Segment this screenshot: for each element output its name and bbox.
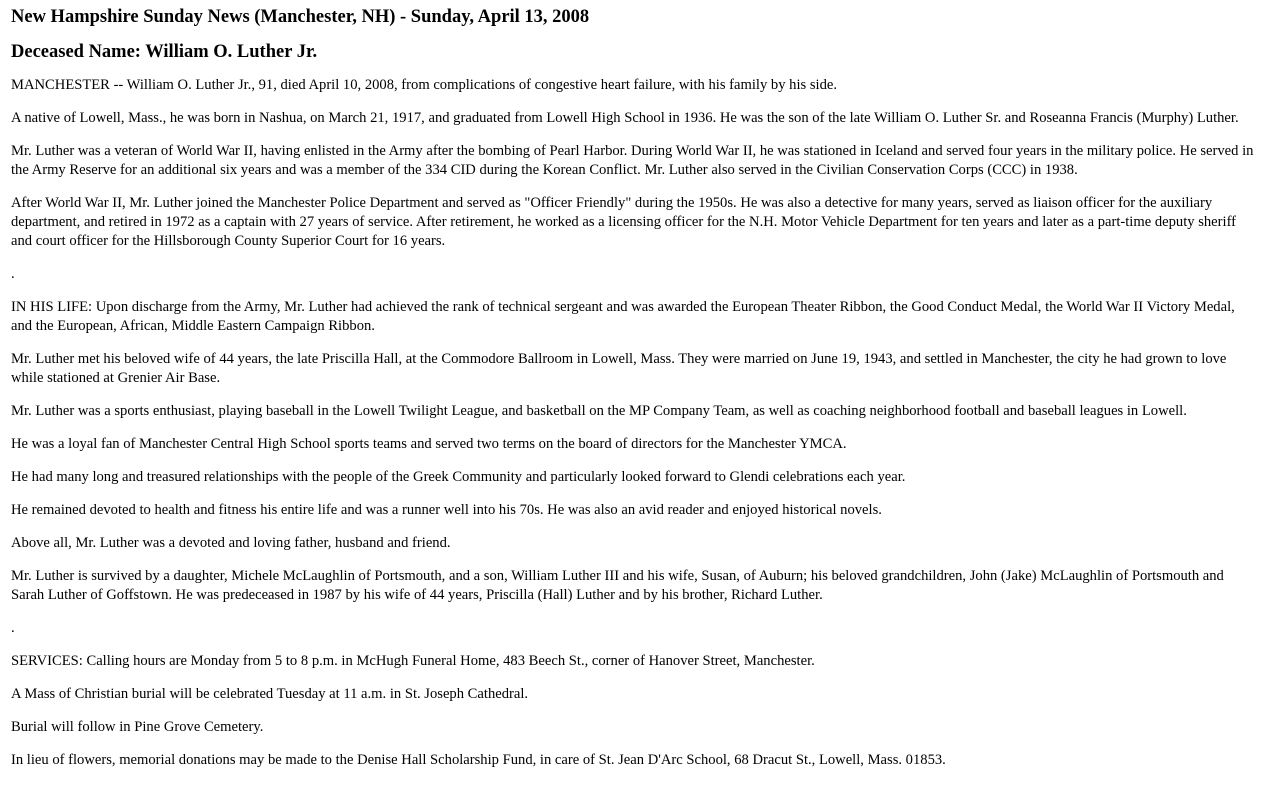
paragraph-birth: A native of Lowell, Mass., he was born in Nashua, on March 21, 1917, and graduated from Lowell High School in 1936. He was the son of the late William O. Luther Sr. and Roseanna Francis (Murphy) Luther. [11, 110, 1239, 126]
paragraph-separator: . [11, 266, 15, 282]
paragraph-sports: Mr. Luther was a sports enthusiast, playing baseball in the Lowell Twilight League, and basketball on the MP Company Team, as well as coaching neighborhood football and baseball leagues in Lowell. [11, 403, 1187, 419]
paragraph-mass: A Mass of Christian burial will be celebrated Tuesday at 11 a.m. in St. Joseph Cathedral. [11, 686, 529, 702]
newspaper-source-heading: New Hampshire Sunday News (Manchester, NH) - Sunday, April 13, 2008 [11, 7, 590, 27]
paragraph-greek-community: He had many long and treasured relationships with the people of the Greek Community and particularly looked forward to Glendi celebrations each year. [11, 469, 906, 485]
paragraph-fitness: He remained devoted to health and fitness his entire life and was a runner well into his 70s. He was also an avid reader and enjoyed historical novels. [11, 502, 882, 518]
paragraph-donations: In lieu of flowers, memorial donations may be made to the Denise Hall Scholarship Fund, in care of St. Jean D'Arc School, 68 Dracut St., Lowell, Mass. 01853. [11, 752, 946, 768]
paragraph-services: SERVICES: Calling hours are Monday from 5 to 8 p.m. in McHugh Funeral Home, 483 Beech St., corner of Hanover Street, Manchester. [11, 653, 815, 669]
paragraph-in-his-life: IN HIS LIFE: Upon discharge from the Army, Mr. Luther had achieved the rank of technical sergeant and was awarded the European Theater Ribbon, the Good Conduct Medal, the World War II Victory Medal, and the European, African, Middle Eastern Campaign Ribbon. [11, 299, 1235, 334]
deceased-name-heading: Deceased Name: William O. Luther Jr. [11, 42, 318, 62]
paragraph-burial: Burial will follow in Pine Grove Cemetery. [11, 719, 264, 735]
paragraph-separator: . [11, 620, 15, 636]
paragraph-police-career: After World War II, Mr. Luther joined the Manchester Police Department and served as "Officer Friendly" during the 1950s. He was also a detective for many years, served as liaison officer for the auxiliary department, and retired in 1972 as a captain with 27 years of service. After retirement, he worked as a licensing officer for the N.H. Motor Vehicle Department for ten years and later as a part-time deputy sheriff and court officer for the Hillsborough County Superior Court for 16 years. [11, 195, 1237, 249]
paragraph-marriage: Mr. Luther met his beloved wife of 44 years, the late Priscilla Hall, at the Commodore Ballroom in Lowell, Mass. They were married on June 19, 1943, and settled in Manchester, the city he had grown to love while stationed at Grenier Air Base. [11, 351, 1227, 386]
paragraph-above-all: Above all, Mr. Luther was a devoted and loving father, husband and friend. [11, 535, 451, 551]
paragraph-military: Mr. Luther was a veteran of World War II, having enlisted in the Army after the bombing of Pearl Harbor. During World War II, he was stationed in Iceland and served four years in the military police. He served in the Army Reserve for an additional six years and was a member of the 334 CID during the Korean Conflict. Mr. Luther also served in the Civilian Conservation Corps (CCC) in 1938. [11, 143, 1254, 178]
paragraph-survivors: Mr. Luther is survived by a daughter, Michele McLaughlin of Portsmouth, and a son, William Luther III and his wife, Susan, of Auburn; his beloved grandchildren, John (Jake) McLaughlin of Portsmouth and Sarah Luther of Goffstown. He was predeceased in 1987 by his wife of 44 years, Priscilla (Hall) Luther and by his brother, Richard Luther. [11, 568, 1224, 603]
paragraph-ymca: He was a loyal fan of Manchester Central High School sports teams and served two terms on the board of directors for the Manchester YMCA. [11, 436, 847, 452]
paragraph-death-notice: MANCHESTER -- William O. Luther Jr., 91, died April 10, 2008, from complications of congestive heart failure, with his family by his side. [11, 77, 837, 93]
